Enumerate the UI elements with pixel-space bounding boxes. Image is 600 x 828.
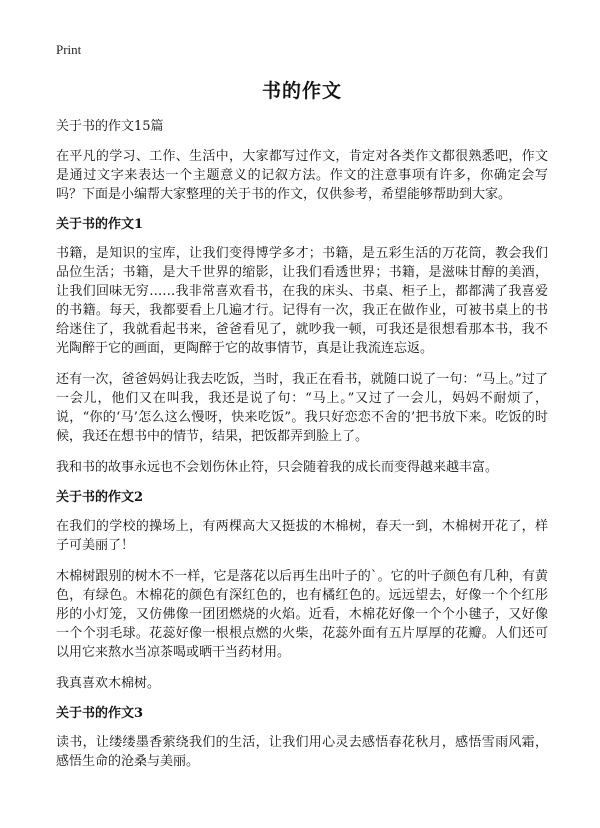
section-heading-1: 关于书的作文1 xyxy=(56,217,144,232)
print-link[interactable]: Print xyxy=(56,42,82,57)
section-1-paragraph-2: 还有一次，爸爸妈妈让我去吃饭，当时，我正在看书，就随口说了一句：“马上。”过了一会儿，他们又在叫我，我还是说了句：“马上。”又过了一会儿，妈妈不耐烦了，说，“你的‘马’怎么这么慢呀，快来吃饭”。我只好恋恋不舍的’把书放下来。吃饭的时候，我还在想书中的情节，结果，把饭都弄到脸上了。 xyxy=(56,372,548,444)
section-2-paragraph-3: 我真喜欢木棉树。 xyxy=(56,676,161,691)
section-3-paragraph-1: 读书，让缕缕墨香萦绕我们的生活，让我们用心灵去感悟春花秋月，感悟雪雨风霜，感悟生命的沧桑与美丽。 xyxy=(56,735,548,769)
page-title: 书的作文 xyxy=(261,80,342,102)
section-1-paragraph-1: 书籍，是知识的宝库，让我们变得博学多才；书籍，是五彩生活的万花筒，教会我们品位生活；书籍，是大千世界的缩影，让我们看透世界；书籍，是滋味甘醇的美酒，让我们回味无穷……我非常喜欢看书，在我的床头、书桌、柜子上，都都满了我喜爱的书籍。每天，我都要看上几遍才行。记得有一次，我正在做作业，可被书桌上的书给迷住了，我就看起书来，爸爸看见了，就吵我一顿，可我还是很想看那本书，我不光陶醉于它的画面，更陶醉于它的故事情节，真是让我流连忘返。 xyxy=(56,246,548,356)
section-heading-3: 关于书的作文3 xyxy=(56,706,144,721)
intro-paragraph: 在平凡的学习、工作、生活中，大家都写过作文，肯定对各类作文都很熟悉吧，作文是通过文字来表达一个主题意义的记叙方法。作文的注意事项有许多，你确定会写吗？下面是小编帮大家整理的关于书的作文，仅供参考，希望能够帮助到大家。 xyxy=(56,149,548,202)
page-subtitle: 关于书的作文15篇 xyxy=(56,119,164,134)
section-2-paragraph-1: 在我们的学校的操场上，有两棵高大又挺拔的木棉树，春天一到，木棉树开花了，样子可美丽了！ xyxy=(56,519,548,553)
section-heading-2: 关于书的作文2 xyxy=(56,490,144,505)
section-1-paragraph-3: 我和书的故事永远也不会划伤休止符，只会随着我的成长而变得越来越丰富。 xyxy=(56,460,499,475)
section-2-paragraph-2: 木棉树跟别的树木不一样，它是落花以后再生出叶子的`。它的叶子颜色有几种，有黄色，有绿色。木棉花的颜色有深红色的，也有橘红色的。远远望去，好像一个个红彤彤的小灯笼，又仿佛像一团团燃烧的火焰。近看，木棉花好像一个个小毽子，又好像一个个羽毛球。花蕊好像一根根点燃的火柴，花蕊外面有五片厚厚的花瓣。人们还可以用它来熬水当凉茶喝或晒干当药材用。 xyxy=(56,569,548,660)
